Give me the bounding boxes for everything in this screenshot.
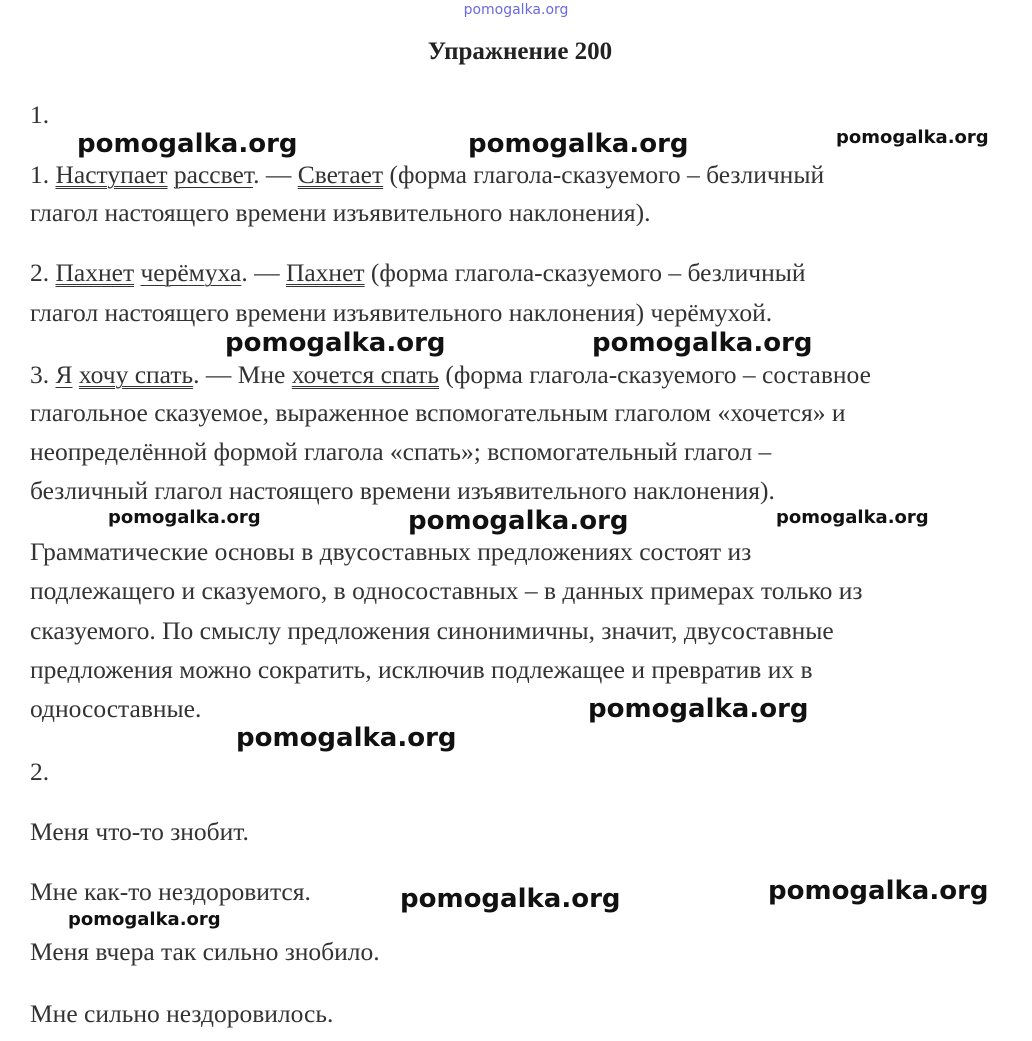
text-line [30, 576, 862, 606]
predicate: Светает [297, 160, 384, 189]
text-line [30, 198, 651, 228]
text-line [30, 937, 380, 967]
text-line [30, 757, 49, 787]
subject: черёмуха [140, 258, 242, 287]
text-line [30, 616, 834, 646]
text-segment: . — [241, 258, 286, 287]
text-segment: (форма глагола-сказуемого – составное [439, 360, 871, 389]
text-segment: 2. [30, 757, 50, 786]
text-segment: 1. [30, 100, 50, 129]
text-segment: глагольное сказуемое, выраженное вспомогательным глаголом «хочется» и [30, 398, 846, 427]
predicate: Наступает [55, 160, 168, 189]
text-segment: глагол настоящего времени изъявительного наклонения). [30, 198, 651, 227]
text-line [30, 258, 806, 288]
text-segment: . — [253, 160, 298, 189]
text-line [30, 537, 751, 567]
site-watermark-top: pomogalka.org [463, 2, 569, 18]
text-segment: 3. [30, 360, 56, 389]
text-segment: предложения можно сократить, исключив подлежащее и превратив их в [30, 655, 813, 684]
text-segment: Мне сильно нездоровилось. [30, 999, 334, 1028]
text-line [30, 100, 49, 130]
text-line [30, 437, 771, 467]
text-segment: Меня что-то знобит. [30, 817, 249, 846]
watermark: pomogalka.org [400, 884, 621, 914]
predicate: хочу спать [78, 360, 194, 389]
text-segment: 2. [30, 258, 56, 287]
predicate: хочется спать [291, 360, 440, 389]
predicate: Пахнет [55, 258, 135, 287]
text-line [30, 817, 249, 847]
watermark: pomogalka.org [68, 909, 221, 930]
watermark: pomogalka.org [836, 127, 989, 148]
text-segment: подлежащего и сказуемого, в односоставных – в данных примерах только из [30, 576, 863, 605]
watermark: pomogalka.org [468, 129, 689, 159]
watermark: pomogalka.org [776, 507, 929, 528]
watermark: pomogalka.org [408, 506, 629, 536]
text-line [30, 298, 772, 328]
text-line [30, 160, 824, 190]
text-segment: односоставные. [30, 694, 202, 723]
text-segment: 1. [30, 160, 56, 189]
text-line [30, 999, 333, 1029]
text-segment: глагол настоящего времени изъявительного наклонения) черёмухой. [30, 298, 773, 327]
text-line [30, 360, 871, 390]
text-segment: Меня вчера так сильно знобило. [30, 937, 380, 966]
text-segment: безличный глагол настоящего времени изъявительного наклонения). [30, 476, 775, 505]
text-segment: (форма глагола-сказуемого – безличный [383, 160, 825, 189]
watermark: pomogalka.org [768, 876, 989, 906]
text-line [30, 398, 845, 428]
text-line [30, 877, 311, 907]
text-line [30, 476, 775, 506]
watermark: pomogalka.org [108, 507, 261, 528]
watermark: pomogalka.org [77, 129, 298, 159]
watermark: pomogalka.org [588, 694, 809, 724]
watermark: pomogalka.org [236, 723, 457, 753]
subject: Я [55, 360, 73, 389]
text-segment: сказуемого. По смыслу предложения синонимичны, значит, двусоставные [30, 616, 834, 645]
watermark: pomogalka.org [592, 328, 813, 358]
predicate: Пахнет [285, 258, 365, 287]
watermark: pomogalka.org [225, 328, 446, 358]
text-line [30, 655, 813, 685]
text-segment: Мне как-то нездоровится. [30, 877, 311, 906]
text-segment: Грамматические основы в двусоставных предложениях состоят из [30, 537, 752, 566]
text-line [30, 694, 201, 724]
text-segment: (форма глагола-сказуемого – безличный [364, 258, 806, 287]
subject: рассвет [173, 160, 254, 189]
text-segment: неопределённой формой глагола «спать»; вспомогательный глагол – [30, 437, 772, 466]
text-segment: . — Мне [193, 360, 292, 389]
page-title: Упражнение 200 [427, 38, 613, 65]
